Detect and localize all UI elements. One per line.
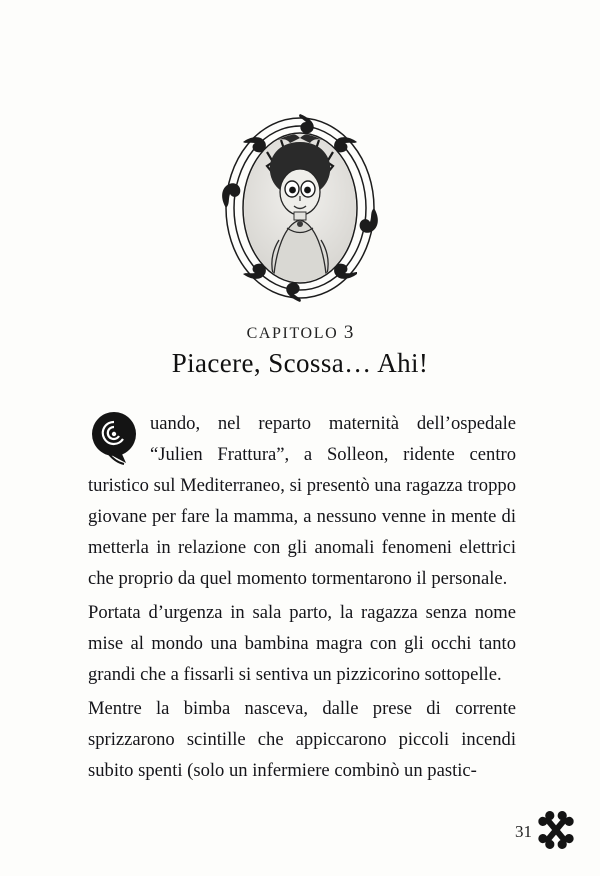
page-number: 31 (515, 822, 532, 841)
chapter-number: 3 (343, 322, 354, 343)
paragraph-3: Mentre la bimba nasceva, dalle prese di corrente sprizzarono scintille che appiccarono piccoli incendi subito spenti (solo un infermiere combinò un pastic- (88, 698, 516, 781)
paragraph-2: Portata d’urgenza in sala parto, la ragazza senza nome mise al mondo una bambina magra con gli occhi tanto grandi che a fissarli si sentiva un pizzicorino sottopelle. (88, 602, 516, 685)
drop-cap-q-icon (88, 409, 144, 467)
paragraph-1-text: uando, nel reparto maternità dell’ospedale “Julien Frattura”, a Solleon, ridente centro turistico sul Mediterraneo, si presentò una ragazza troppo giovane per fare la mamma, a nessuno venne in mente di metterla in relazione con gli anomali fenomeni elettrici che proprio da quel momento tormentarono il personale. (88, 413, 516, 589)
body-text (88, 408, 516, 786)
chapter-illustration (0, 108, 600, 308)
chapter-label (0, 322, 600, 344)
paragraph-1 (88, 408, 516, 594)
chapter-label-word: CAPITOLO (246, 325, 339, 342)
chapter-title: Piacere, Scossa… Ahi! (171, 348, 429, 378)
ornate-oval-frame-icon (195, 108, 405, 308)
crossed-bones-ornament-icon (536, 808, 576, 852)
